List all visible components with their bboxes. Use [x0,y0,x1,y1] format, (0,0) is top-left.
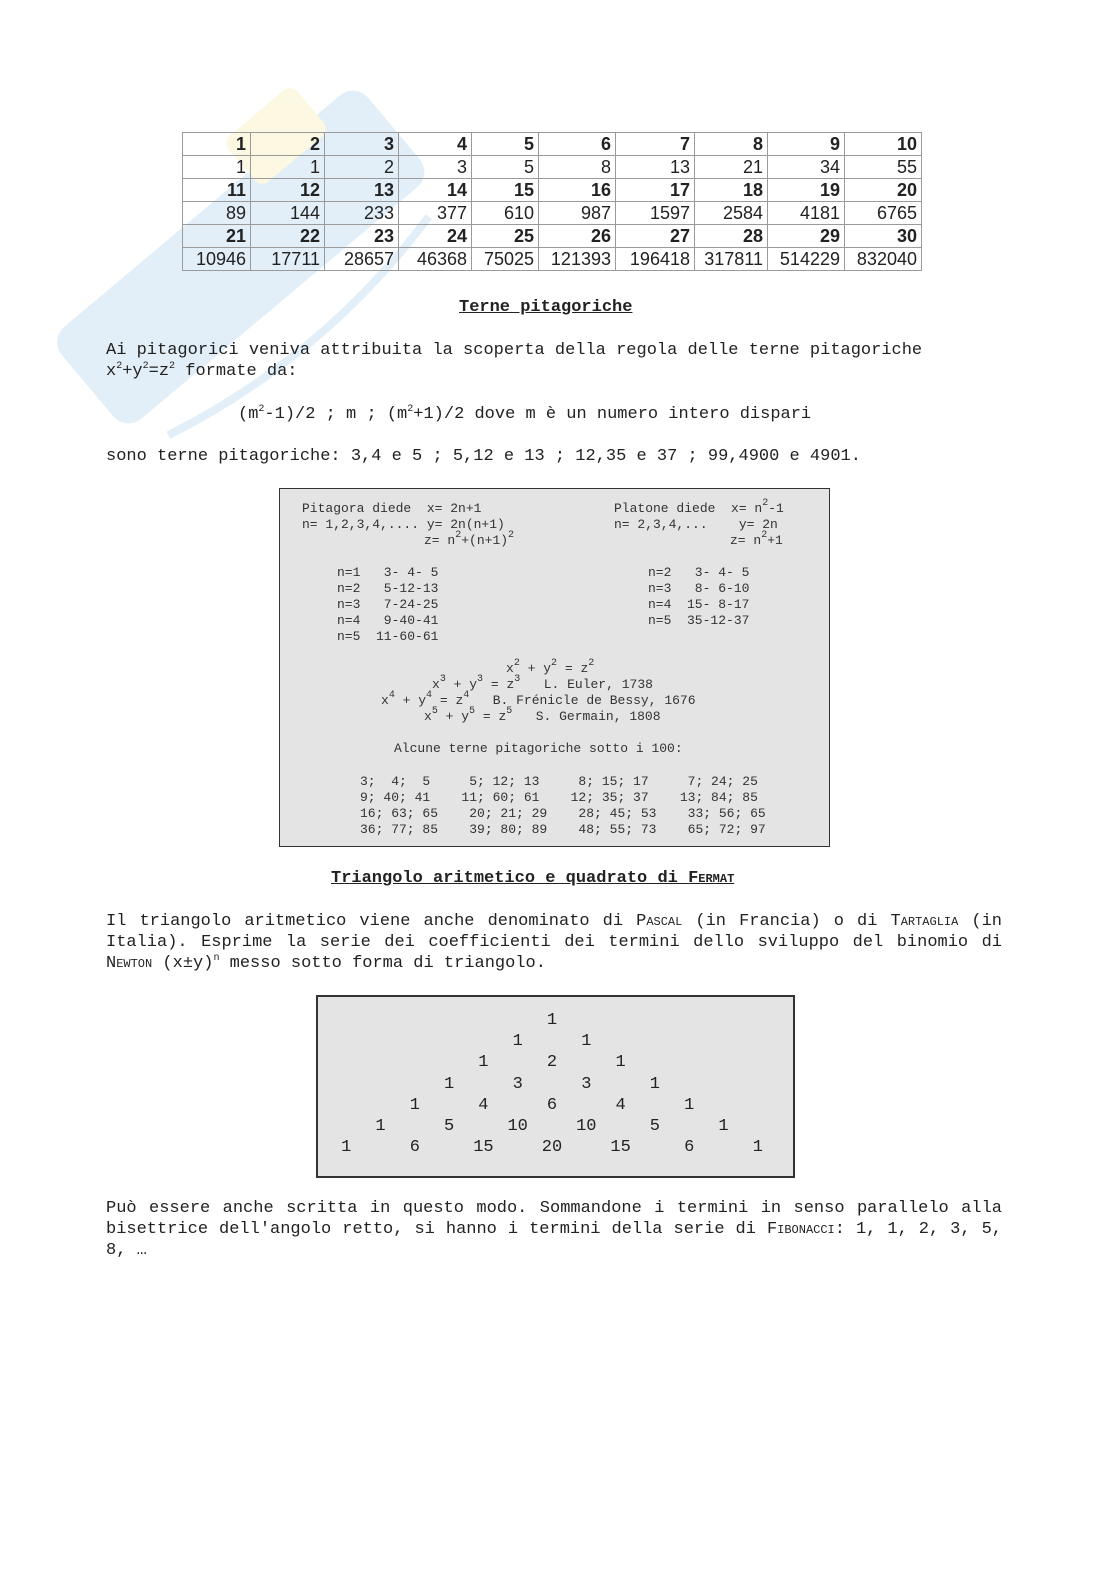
pascal-number: 6 [684,1138,695,1158]
index-row [183,133,922,156]
table-cell: 22 [251,225,325,248]
pascal-number: 1 [649,1074,660,1094]
table-cell: 514229 [768,248,845,271]
table-cell: 10946 [183,248,251,271]
pascal-number: 6 [546,1095,558,1115]
pascal-number: 1 [443,1074,455,1094]
table-cell: 987 [539,202,616,225]
table-cell: 17 [616,179,695,202]
table-cell: 75025 [472,248,539,271]
table-cell: 1 [183,133,251,156]
pythagorean-box [279,488,830,847]
table-cell: 377 [399,202,472,225]
list-item: 9; 40; 41 11; 60; 61 12; 35; 37 13; 84; 85 [360,790,758,805]
triangle-paragraph: Il triangolo aritmetico viene anche denominato di Pascal (in Francia) o di Tartaglia (in Italia). Esprime la serie dei coefficienti dei termini dello sviluppo del binomio di Newton $(x\pm y)^n$ messo sotto forma di triangolo. [106,912,1002,973]
pascal-number: 1 [341,1138,352,1158]
table-cell: 1 [251,156,325,179]
platone-list [648,565,749,629]
table-cell: 3 [325,133,399,156]
pascal-number: 1 [718,1117,729,1136]
list-item: n=5 35-12-37 [648,613,750,628]
table-cell: 13 [325,179,399,202]
table-cell: 15 [472,179,539,202]
fibonacci-table [182,132,922,271]
table-cell: 28 [695,225,768,248]
equation-exp3: $x^3 + y^3 = z^3$ L. Euler, 1738 [432,674,653,692]
table-cell: 25 [472,225,539,248]
table-cell: 7 [616,133,695,156]
table-cell: 610 [472,202,539,225]
pascal-number: 3 [512,1074,523,1094]
equation-exp5: $x^5 + y^5 = z^5$ S. Germain, 1808 [424,706,661,724]
pascal-number: 5 [443,1117,455,1136]
list-item: n=3 7-24-25 [337,597,439,612]
table-cell: 233 [325,202,399,225]
list-item: n=4 15- 8-17 [648,597,750,612]
list-item: n=3 8- 6-10 [648,581,750,596]
table-cell: 29 [768,225,845,248]
table-cell: 196418 [616,248,695,271]
pascal-number: 6 [409,1138,420,1158]
table-cell: 1 [183,156,251,179]
formula-line: $(m^2-1)/2$ ; m ; $(m^2+1)/2$ dove m è un numero intero dispari [238,404,812,424]
table-cell: 8 [695,133,768,156]
pitagora-line-2: n= 1,2,3,4,.... y= 2n(n+1) [302,517,505,532]
intro-line: Ai pitagorici veniva attribuita la scoperta della regola delle terne pitagoriche [106,341,923,360]
table-cell: 6 [539,133,616,156]
pascal-number: 15 [473,1138,494,1158]
table-cell: 30 [845,225,922,248]
table-cell: 16 [539,179,616,202]
pascal-number: 15 [610,1138,631,1158]
table-cell: 11 [183,179,251,202]
pascal-number: 1 [478,1053,489,1073]
pascal-number: 10 [576,1117,597,1136]
pascal-number: 5 [649,1117,660,1136]
pascal-triangle-box [316,995,795,1178]
table-cell: 6765 [845,202,922,225]
pascal-number: 1 [409,1095,420,1115]
table-cell: 9 [768,133,845,156]
list-item: 3; 4; 5 5; 12; 13 8; 15; 17 7; 24; 25 [360,774,758,789]
list-item: 16; 63; 65 20; 21; 29 28; 45; 53 33; 56; 65 [360,806,766,821]
table-cell: 2 [251,133,325,156]
value-row [183,248,922,271]
pascal-number: 1 [375,1117,386,1136]
list-item: n=4 9-40-41 [337,613,439,628]
table-cell: 144 [251,202,325,225]
table-cell: 20 [845,179,922,202]
triples-list [360,774,766,838]
value-row [183,202,922,225]
equation-exp2: $x^2 + y^2 = z^2$ [506,658,595,676]
platone-line-2: n= 2,3,4,... y= 2n [614,517,778,532]
table-cell: 1597 [616,202,695,225]
pascal-number: 1 [684,1095,695,1115]
index-row [183,179,922,202]
table-cell: 21 [695,156,768,179]
pascal-number: 4 [615,1095,626,1115]
table-cell: 12 [251,179,325,202]
pythagorean-equation: $x^2+y^2=z^2$ formate da: [106,361,298,381]
pitagora-line-1: Pitagora diede x= 2n+1 [302,501,482,516]
table-cell: 89 [183,202,251,225]
pascal-number: 20 [541,1138,563,1158]
section-title-terne: Terne pitagoriche [459,298,633,317]
table-cell: 3 [399,156,472,179]
index-row [183,225,922,248]
table-cell: 832040 [845,248,922,271]
table-cell: 8 [539,156,616,179]
closing-paragraph: Può essere anche scritta in questo modo. Sommandone i termini in senso parallelo alla bisettrice dell'angolo retto, si hanno i termini della serie di Fibonacci: 1, 1, 2, 3, 5, 8, … [106,1199,1002,1260]
section-title-triangolo: Triangolo aritmetico e quadrato di Fermat [331,869,735,888]
table-cell: 2584 [695,202,768,225]
table-cell: 23 [325,225,399,248]
pascal-number: 10 [507,1117,528,1136]
list-item: 36; 77; 85 39; 80; 89 48; 55; 73 65; 72; 97 [360,822,766,837]
list-item: n=2 5-12-13 [337,581,439,596]
pascal-number: 1 [615,1053,626,1073]
table-cell: 10 [845,133,922,156]
table-cell: 26 [539,225,616,248]
table-cell: 5 [472,156,539,179]
table-cell: 121393 [539,248,616,271]
pitagora-list [337,565,438,645]
table-cell: 14 [399,179,472,202]
table-cell: 5 [472,133,539,156]
table-cell: 21 [183,225,251,248]
platone-line-1: Platone diede $x= n^2-1$ [614,498,784,516]
table-cell: 2 [325,156,399,179]
equation-exp4: $x^4 + y^4 = z^4$ B. Frénicle de Bessy, 1676 [381,690,696,708]
pascal-number: 1 [546,1011,558,1030]
table-cell: 28657 [325,248,399,271]
list-item: n=1 3- 4- 5 [337,565,439,580]
triples-subtitle: Alcune terne pitagoriche sotto i 100: [394,741,683,756]
fibonacci-table-body [183,133,922,271]
examples-line: sono terne pitagoriche: 3,4 e 5 ; 5,12 e 13 ; 12,35 e 37 ; 99,4900 e 4901. [106,447,861,466]
list-item: n=5 11-60-61 [337,629,439,644]
pitagora-line-3: $z= n^2+(n+1)^2$ [424,530,515,548]
table-cell: 27 [616,225,695,248]
pascal-number: 1 [752,1138,763,1158]
table-cell: 4 [399,133,472,156]
pascal-number: 1 [512,1032,523,1052]
table-cell: 18 [695,179,768,202]
table-cell: 19 [768,179,845,202]
table-cell: 317811 [695,248,768,271]
table-cell: 46368 [399,248,472,271]
table-cell: 55 [845,156,922,179]
value-row [183,156,922,179]
table-cell: 4181 [768,202,845,225]
pascal-number: 4 [478,1095,489,1115]
pascal-number: 1 [581,1032,592,1052]
table-cell: 17711 [251,248,325,271]
platone-line-3: $z= n^2+1$ [730,530,783,548]
list-item: n=2 3- 4- 5 [648,565,750,580]
table-cell: 24 [399,225,472,248]
pascal-number: 3 [581,1074,592,1094]
pascal-number: 2 [546,1053,558,1073]
table-cell: 13 [616,156,695,179]
table-cell: 34 [768,156,845,179]
